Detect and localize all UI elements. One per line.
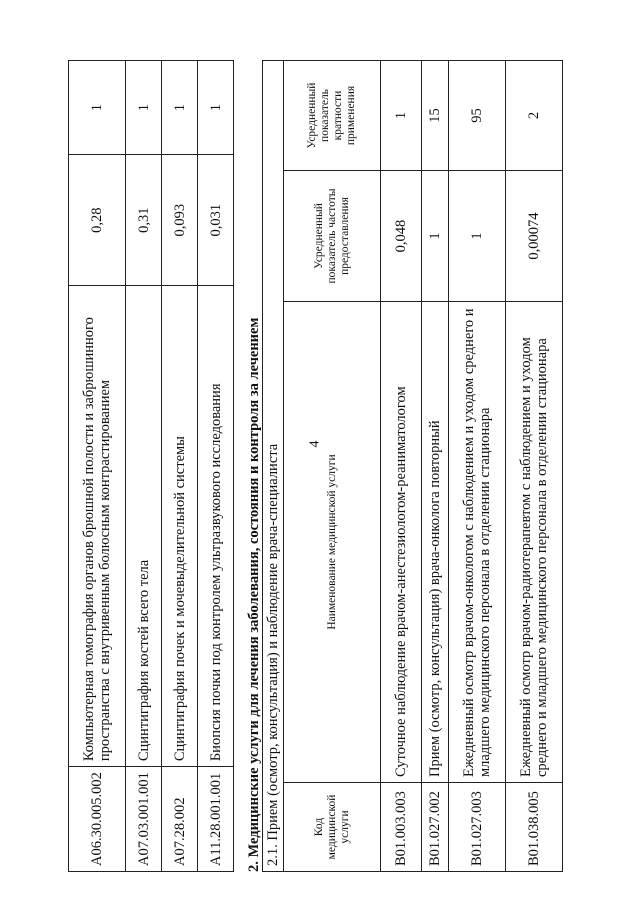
service-code: B01.003.003 [381, 783, 422, 872]
header-frequency: Усредненный показатель частоты предоставления [284, 171, 381, 302]
table-header-row [284, 61, 381, 872]
service-multiplicity: 1 [126, 61, 162, 155]
table-row [449, 61, 506, 872]
subsection-title: 2.1. Прием (осмотр, консультация) и наблюдение врача-специалиста [263, 61, 284, 872]
table-row [198, 61, 234, 872]
header-multiplicity: Усредненный показатель кратности применения [284, 61, 381, 171]
service-name: Сцинтиграфия почек и мочевыделительной системы [162, 286, 198, 767]
service-name: Ежедневный осмотр врачом-радиотерапевтом с наблюдением и уходом среднего и младшего медицинского персонала в отделении стационара [506, 302, 563, 783]
service-multiplicity: 1 [69, 61, 126, 155]
service-code: A06.30.005.002 [69, 767, 126, 872]
service-frequency: 1 [449, 171, 506, 302]
services-table-treatment [262, 60, 563, 872]
service-code: A07.28.002 [162, 767, 198, 872]
service-multiplicity: 2 [506, 61, 563, 171]
table-row [381, 61, 422, 872]
service-frequency: 0,00074 [506, 171, 563, 302]
page-number: 4 [307, 440, 323, 448]
service-frequency: 0,048 [381, 171, 422, 302]
rotated-page-content [40, 35, 600, 880]
table-row [162, 61, 198, 872]
section-title: 2. Медицинские услуги для лечения заболевания, состояния и контроля за лечением [246, 317, 262, 872]
service-multiplicity: 95 [449, 61, 506, 171]
service-multiplicity: 1 [198, 61, 234, 155]
table-row [422, 61, 449, 872]
service-code: A11.28.001.001 [198, 767, 234, 872]
table-row [69, 61, 126, 872]
service-frequency: 0,31 [126, 155, 162, 286]
service-name: Сцинтиграфия костей всего тела [126, 286, 162, 767]
table-row [506, 61, 563, 872]
service-name: Прием (осмотр, консультация) врача-онколога повторный [422, 302, 449, 783]
service-frequency: 0,093 [162, 155, 198, 286]
table-row [126, 61, 162, 872]
service-name: Суточное наблюдение врачом-анестезиологом-реаниматологом [381, 302, 422, 783]
service-name: Биопсия почки под контролем ультразвукового исследования [198, 286, 234, 767]
service-code: B01.038.005 [506, 783, 563, 872]
service-code: A07.03.001.001 [126, 767, 162, 872]
service-multiplicity: 1 [162, 61, 198, 155]
service-frequency: 0,031 [198, 155, 234, 286]
service-code: B01.027.003 [449, 783, 506, 872]
services-table-diagnostics [68, 60, 234, 872]
table-subheading-row [263, 61, 284, 872]
service-code: B01.027.002 [422, 783, 449, 872]
service-multiplicity: 1 [381, 61, 422, 171]
service-name: Компьютерная томография органов брюшной полости и забрюшинного пространства с внутривенным болюсным контрастированием [69, 286, 126, 767]
service-frequency: 1 [422, 171, 449, 302]
service-frequency: 0,28 [69, 155, 126, 286]
service-name: Ежедневный осмотр врачом-онкологом с наблюдением и уходом среднего и младшего медицинского персонала в отделении стационара [449, 302, 506, 783]
header-name: Наименование медицинской услуги [284, 302, 381, 783]
header-code: Код медицинской услуги [284, 783, 381, 872]
service-multiplicity: 15 [422, 61, 449, 171]
